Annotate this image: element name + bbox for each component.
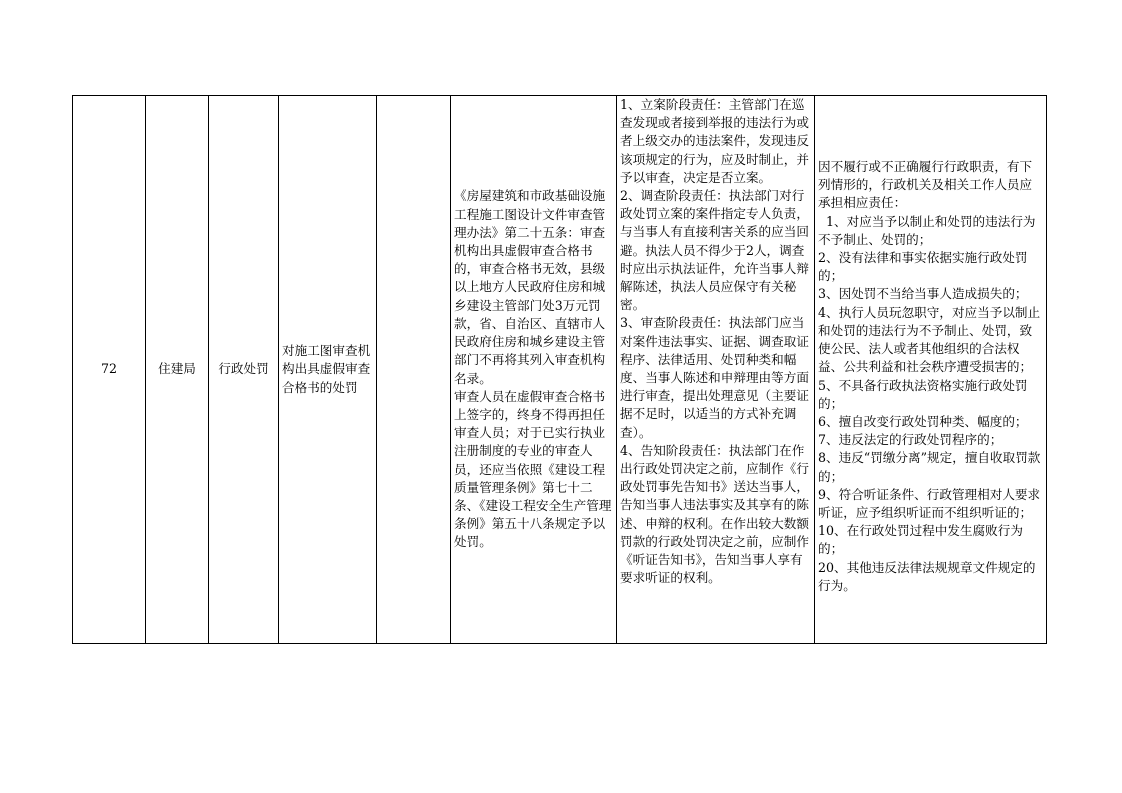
row-number: 72: [100, 361, 118, 377]
responsibility-item: 4、告知阶段责任：执法部门在作出行政处罚决定之前，应制作《行政处罚事先告知书》送达当事人，告知当事人违法事实及其享有的陈述、申辩的权利。在作出较大数额罚款的行政处罚决定之前，应制作《听证告知书》，告知当事人享有要求听证的权利。: [620, 442, 809, 586]
accountability-item: 因不履行或不正确履行行政职责，有下列情形的，行政机关及相关工作人员应承担相应责任：: [818, 159, 1033, 211]
department: 住建局: [158, 361, 196, 377]
sub-item-cell: [377, 96, 451, 644]
legal-basis-cell: [451, 96, 617, 644]
accountability-text: [818, 144, 1043, 595]
accountability-item: 20、其他违反法律法规规章文件规定的行为。: [818, 559, 1036, 593]
row-number-cell: [73, 96, 146, 644]
basis-paragraph: 审查人员在虚假审查合格书上签字的，终身不得再担任审查人员；对于已实行执业注册制度的专业的审查人员，还应当依照《建设工程质量管理条例》第七十二条、《建设工程安全生产管理条例》第五十八条规定予以处罚。: [454, 388, 612, 550]
responsibility-item: 1、立案阶段责任：主管部门在巡查发现或者接到举报的违法行为或者上级交办的违法案件，发现违反该项规定的行为，应及时制止，并予以审查，决定是否立案。: [620, 97, 809, 185]
accountability-cell: [815, 96, 1047, 644]
category-cell: [209, 96, 279, 644]
accountability-item: 8、违反“罚缴分离”规定，擅自收取罚款的；: [818, 450, 1041, 484]
accountability-item: 10、在行政处罚过程中发生腐败行为的；: [818, 523, 1023, 557]
responsibility-item: 3、审查阶段责任：执法部门应当对案件违法事实、证据、调查取证程序、法律适用、处罚种类和幅度、当事人陈述和申辩理由等方面进行审查，提出处理意见（主要证据不足时，以适当的方式补充调查）。: [620, 315, 809, 440]
responsibility-item: 2、调查阶段责任：执法部门对行政处罚立案的案件指定专人负责，与当事人有直接利害关系的应当回避。执法人员不得少于2人，调查时应出示执法证件，允许当事人辩解陈述，执法人员应保守有关秘密。: [620, 188, 809, 313]
responsibility-cell: [617, 96, 815, 644]
accountability-item: 6、擅自改变行政处罚种类、幅度的；: [818, 413, 1028, 429]
basis-paragraph: 《房屋建筑和市政基础设施工程施工图设计文件审查管理办法》第二十五条：审查机构出具虚假审查合格书的，审查合格书无效，县级以上地方人民政府住房和城乡建设主管部门处3万元罚款，省、自治区、直辖市人民政府住房和城乡建设主管部门不再将其列入审查机构名录。: [454, 188, 606, 386]
power-list-table: [72, 95, 1047, 644]
power-item-name: 对施工图审查机构出具虚假审查合格书的处罚: [282, 343, 371, 395]
item-name-cell: [279, 96, 377, 644]
responsibility-text: [620, 96, 811, 643]
accountability-item: 1、对应当予以制止和处罚的违法行为不予制止、处罚的；: [818, 213, 1036, 247]
accountability-item: 5、不具备行政执法资格实施行政处罚的；: [818, 377, 1028, 411]
legal-basis-text: [454, 187, 613, 551]
power-category: 行政处罚: [218, 361, 269, 377]
table-row: [73, 96, 1047, 644]
accountability-item: 4、执行人员玩忽职守，对应当予以制止和处罚的违法行为不予制止、处罚，致使公民、法人或者其他组织的合法权益、公共利益和社会秩序遭受损害的；: [818, 304, 1041, 375]
accountability-item: 3、因处罚不当给当事人造成损失的；: [818, 286, 1028, 302]
accountability-item: 7、违反法定的行政处罚程序的；: [818, 432, 1003, 448]
accountability-item: 2、没有法律和事实依据实施行政处罚的；: [818, 250, 1028, 284]
department-cell: [146, 96, 209, 644]
accountability-item: 9、符合听证条件、行政管理相对人要求听证，应予组织听证而不组织听证的；: [818, 486, 1041, 520]
